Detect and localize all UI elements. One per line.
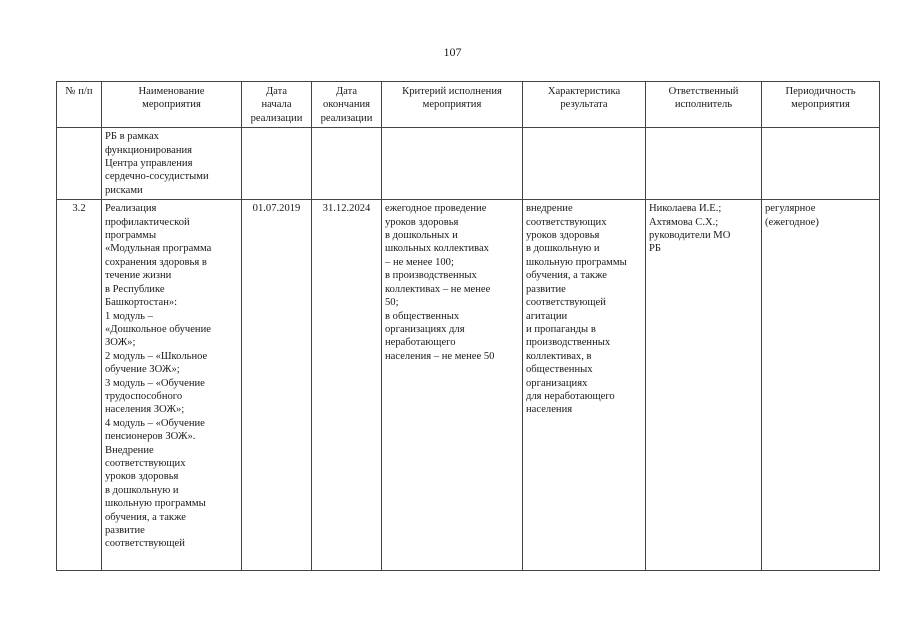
cell-line: № п/п	[65, 86, 93, 97]
cell-line: реализации	[250, 112, 303, 124]
cell-line: соответствующей	[526, 297, 606, 309]
cell-line: обучения, а также	[105, 511, 186, 523]
cell-line: Внедрение	[105, 444, 154, 456]
cell-line: 50;	[385, 297, 399, 309]
header-name	[102, 82, 242, 128]
cell-line: Ахтямова С.Х.;	[649, 216, 719, 228]
cell-line: для неработающего	[526, 390, 615, 402]
cell-line: обучение ЗОЖ»;	[105, 364, 180, 376]
cell-line: населения	[526, 404, 573, 416]
row-number: 3.2	[57, 200, 102, 571]
cell-line: трудоспособного	[105, 390, 183, 402]
cell-line: Николаева И.Е.;	[649, 203, 722, 215]
row-result	[523, 200, 646, 571]
header-result	[523, 82, 646, 128]
cell-line: уроков здоровья	[526, 230, 600, 242]
cell-line: Наименование	[138, 86, 205, 97]
cell-line: течение жизни	[105, 270, 172, 282]
cell-line: населения – не менее 50	[385, 350, 495, 362]
cell-line: ежегодное проведение	[385, 203, 487, 215]
cell-line: пенсионеров ЗОЖ».	[105, 431, 196, 443]
cell-line: (ежегодное)	[765, 216, 819, 228]
table-header-row	[57, 82, 880, 128]
table-row	[57, 200, 880, 571]
cell-line: «Дошкольное обучение	[105, 323, 211, 335]
cell-line: общественных	[526, 364, 593, 376]
cell-line: школьных коллективах	[385, 243, 489, 255]
cell-line: в общественных	[385, 310, 460, 322]
cell-line: в дошкольных и	[385, 230, 458, 242]
cell-line: руководители МО	[649, 230, 731, 242]
cell-line: Критерий исполнения	[402, 86, 502, 97]
cell-line: в производственных	[385, 270, 477, 282]
row-name	[102, 128, 242, 200]
header-criterion	[382, 82, 523, 128]
cell-line: профилактической	[105, 216, 190, 228]
cell-line: результата	[560, 99, 608, 111]
cell-line: Центра управления	[105, 158, 193, 170]
cell-line: сердечно-сосудистыми	[105, 171, 209, 183]
cell-line: уроков здоровья	[385, 216, 459, 228]
cell-line: – не менее 100;	[385, 256, 454, 268]
cell-line: сохранения здоровья в	[105, 256, 207, 268]
page-number: 107	[443, 45, 462, 59]
cell-line: окончания	[322, 99, 371, 111]
header-responsible	[646, 82, 762, 128]
cell-line: соответствующих	[105, 457, 186, 469]
row-number	[57, 128, 102, 200]
cell-line: Ответственный	[668, 86, 739, 97]
cell-line: школьную программы	[105, 498, 206, 510]
cell-line: 3 модуль – «Обучение	[105, 377, 205, 389]
cell-line: 2 модуль – «Школьное	[105, 350, 208, 362]
row-responsible	[646, 128, 762, 200]
cell-line: Дата	[265, 86, 288, 97]
header-start-date	[242, 82, 312, 128]
cell-line: в дошкольную и	[105, 484, 179, 496]
cell-line: программы	[105, 230, 157, 242]
cell-line: мероприятия	[422, 99, 482, 111]
header-end-date	[312, 82, 382, 128]
cell-line: Дата	[335, 86, 358, 97]
cell-line: организациях для	[385, 323, 465, 335]
row-result	[523, 128, 646, 200]
cell-line: неработающего	[385, 337, 456, 349]
cell-line: 1 модуль –	[105, 310, 153, 322]
row-name	[102, 200, 242, 571]
cell-line: развитие	[526, 283, 566, 295]
cell-line: Реализация	[105, 203, 157, 215]
cell-line: 4 модуль – «Обучение	[105, 417, 205, 429]
row-start-date: 01.07.2019	[242, 200, 312, 571]
header-number	[57, 82, 102, 128]
cell-line: регулярное	[765, 203, 816, 215]
row-end-date	[312, 128, 382, 200]
cell-line: в Республике	[105, 283, 165, 295]
cell-line: обучения, а также	[526, 270, 607, 282]
row-end-date: 31.12.2024	[312, 200, 382, 571]
row-criterion	[382, 200, 523, 571]
cell-line: исполнитель	[674, 99, 733, 111]
cell-line: Характеристика	[547, 86, 621, 97]
cell-line: коллективах – не менее	[385, 283, 491, 295]
row-periodicity	[762, 128, 880, 200]
header-periodicity	[762, 82, 880, 128]
cell-line: Периодичность	[785, 86, 856, 97]
cell-line: «Модульная программа	[105, 243, 212, 255]
cell-line: школьную программы	[526, 256, 627, 268]
cell-line: коллективах, в	[526, 350, 592, 362]
row-start-date	[242, 128, 312, 200]
cell-line: мероприятия	[791, 99, 850, 111]
cell-line: агитации	[526, 310, 568, 322]
cell-line: мероприятия	[142, 99, 201, 111]
cell-line: внедрение	[526, 203, 573, 215]
cell-line: рисками	[105, 184, 143, 196]
cell-line: ЗОЖ»;	[105, 337, 136, 349]
cell-line: РБ	[649, 243, 661, 255]
cell-line: реализации	[320, 112, 373, 124]
row-periodicity	[762, 200, 880, 571]
cell-line: в дошкольную и	[526, 243, 600, 255]
row-criterion	[382, 128, 523, 200]
table-row	[57, 128, 880, 200]
cell-line: начала	[261, 99, 292, 111]
cell-line: соответствующей	[105, 538, 185, 550]
cell-line: производственных	[526, 337, 611, 349]
events-table	[56, 81, 880, 571]
cell-line: Башкортостан»:	[105, 297, 178, 309]
row-responsible	[646, 200, 762, 571]
cell-line: организациях	[526, 377, 588, 389]
cell-line: соответствующих	[526, 216, 607, 228]
cell-line: населения ЗОЖ»;	[105, 404, 185, 416]
cell-line: и пропаганды в	[526, 323, 596, 335]
cell-line: функционирования	[105, 144, 193, 156]
cell-line: развитие	[105, 525, 145, 536]
cell-line: РБ в рамках	[105, 131, 159, 143]
cell-line: уроков здоровья	[105, 471, 179, 483]
